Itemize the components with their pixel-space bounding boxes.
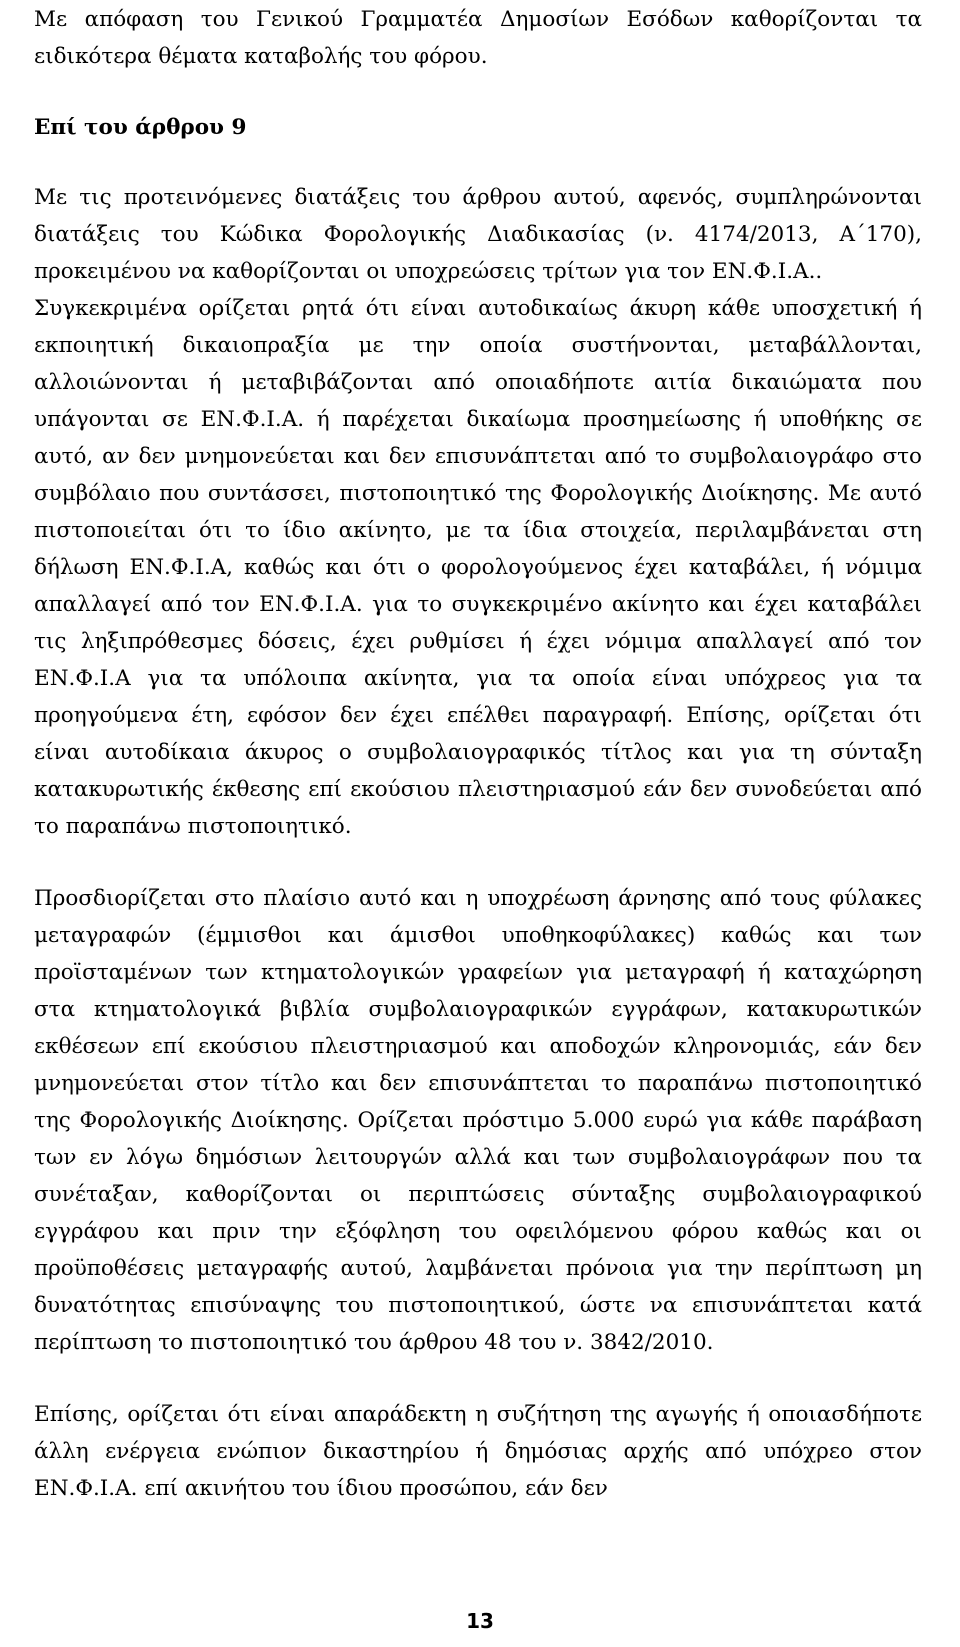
page-number: 13 — [466, 1609, 494, 1633]
paragraph-1: Με τις προτεινόμενες διατάξεις του άρθρου αυτού, αφενός, συμπληρώνονται διατάξεις του Κώδικα Φορολογικής Διαδικασίας (ν. 4174/2013, Α΄170), προκειμένου να καθορίζονται οι υποχρεώσεις τρίτων για τον ΕΝ.Φ.Ι.Α.. — [34, 185, 922, 284]
paragraph-4: Επίσης, ορίζεται ότι είναι απαράδεκτη η συζήτηση της αγωγής ή οποιασδήποτε άλλη ενέργεια ενώπιον δικαστηρίου ή δημόσιας αρχής από υπόχρεο στον ΕΝ.Φ.Ι.Α. επί ακινήτου του ίδιου προσώπου, εάν δεν — [34, 1402, 922, 1501]
intro-paragraph: Με απόφαση του Γενικού Γραμματέα Δημοσίων Εσόδων καθορίζονται τα ειδικότερα θέματα καταβολής του φόρου. — [34, 7, 922, 69]
document-body — [34, 0, 922, 1507]
article-heading: Επί του άρθρου 9 — [34, 115, 247, 140]
paragraph-3: Προσδιορίζεται στο πλαίσιο αυτό και η υποχρέωση άρνησης από τους φύλακες μεταγραφών (έμμισθοι και άμισθοι υποθηκοφύλακες) καθώς και των προϊσταμένων των κτηματολογικών γραφείων για μεταγραφή ή καταχώρηση στα κτηματολογικά βιβλία συμβολαιογραφικών εγγράφων, κατακυρωτικών εκθέσεων επί εκούσιου πλειστηριασμού και αποδοχών κληρονομιάς, εάν δεν μνημονεύεται στον τίτλο και δεν επισυνάπτεται το παραπάνω πιστοποιητικό της Φορολογικής Διοίκησης. Ορίζεται πρόστιμο 5.000 ευρώ για κάθε παράβαση των εν λόγω δημόσιων λειτουργών αλλά και των συμβολαιογράφων που τα συνέταξαν, καθορίζονται οι περιπτώσεις σύνταξης συμβολαιογραφικού εγγράφου και πριν την εξόφληση του οφειλόμενου φόρου καθώς και οι προϋποθέσεις μεταγραφής αυτού, λαμβάνεται πρόνοια για την περίπτωση μη δυνατότητας επισύναψης του πιστοποιητικού, ώστε να επισυνάπτεται κατά περίπτωση το πιστοποιητικό του άρθρου 48 του ν. 3842/2010. — [34, 886, 922, 1355]
paragraph-2: Συγκεκριμένα ορίζεται ρητά ότι είναι αυτοδικαίως άκυρη κάθε υποσχετική ή εκποιητική δικαιοπραξία με την οποία συστήνονται, μεταβάλλονται, αλλοιώνονται ή μεταβιβάζονται από οποιαδήποτε αιτία δικαιώματα που υπάγονται σε ΕΝ.Φ.Ι.Α. ή παρέχεται δικαίωμα προσημείωσης ή υποθήκης σε αυτό, αν δεν μνημονεύεται και δεν επισυνάπτεται από το συμβολαιογράφο στο συμβόλαιο που συντάσσει, πιστοποιητικό της Φορολογικής Διοίκησης. Με αυτό πιστοποιείται ότι το ίδιο ακίνητο, με τα ίδια στοιχεία, περιλαμβάνεται στη δήλωση ΕΝ.Φ.Ι.Α, καθώς και ότι ο φορολογούμενος έχει καταβάλει, ή νόμιμα απαλλαγεί από τον ΕΝ.Φ.Ι.Α. για το συγκεκριμένο ακίνητο και έχει καταβάλει τις ληξιπρόθεσμες δόσεις, έχει ρυθμίσει ή έχει νόμιμα απαλλαγεί από τον ΕΝ.Φ.Ι.Α για τα υπόλοιπα ακίνητα, για τα οποία είναι υπόχρεος για τα προηγούμενα έτη, εφόσον δεν έχει επέλθει παραγραφή. Επίσης, ορίζεται ότι είναι αυτοδίκαια άκυρος ο συμβολαιογραφικός τίτλος και για τη σύνταξη κατακυρωτικής έκθεσης επί εκούσιου πλειστηριασμού εάν δεν συνοδεύεται από το παραπάνω πιστοποιητικό. — [34, 296, 922, 839]
